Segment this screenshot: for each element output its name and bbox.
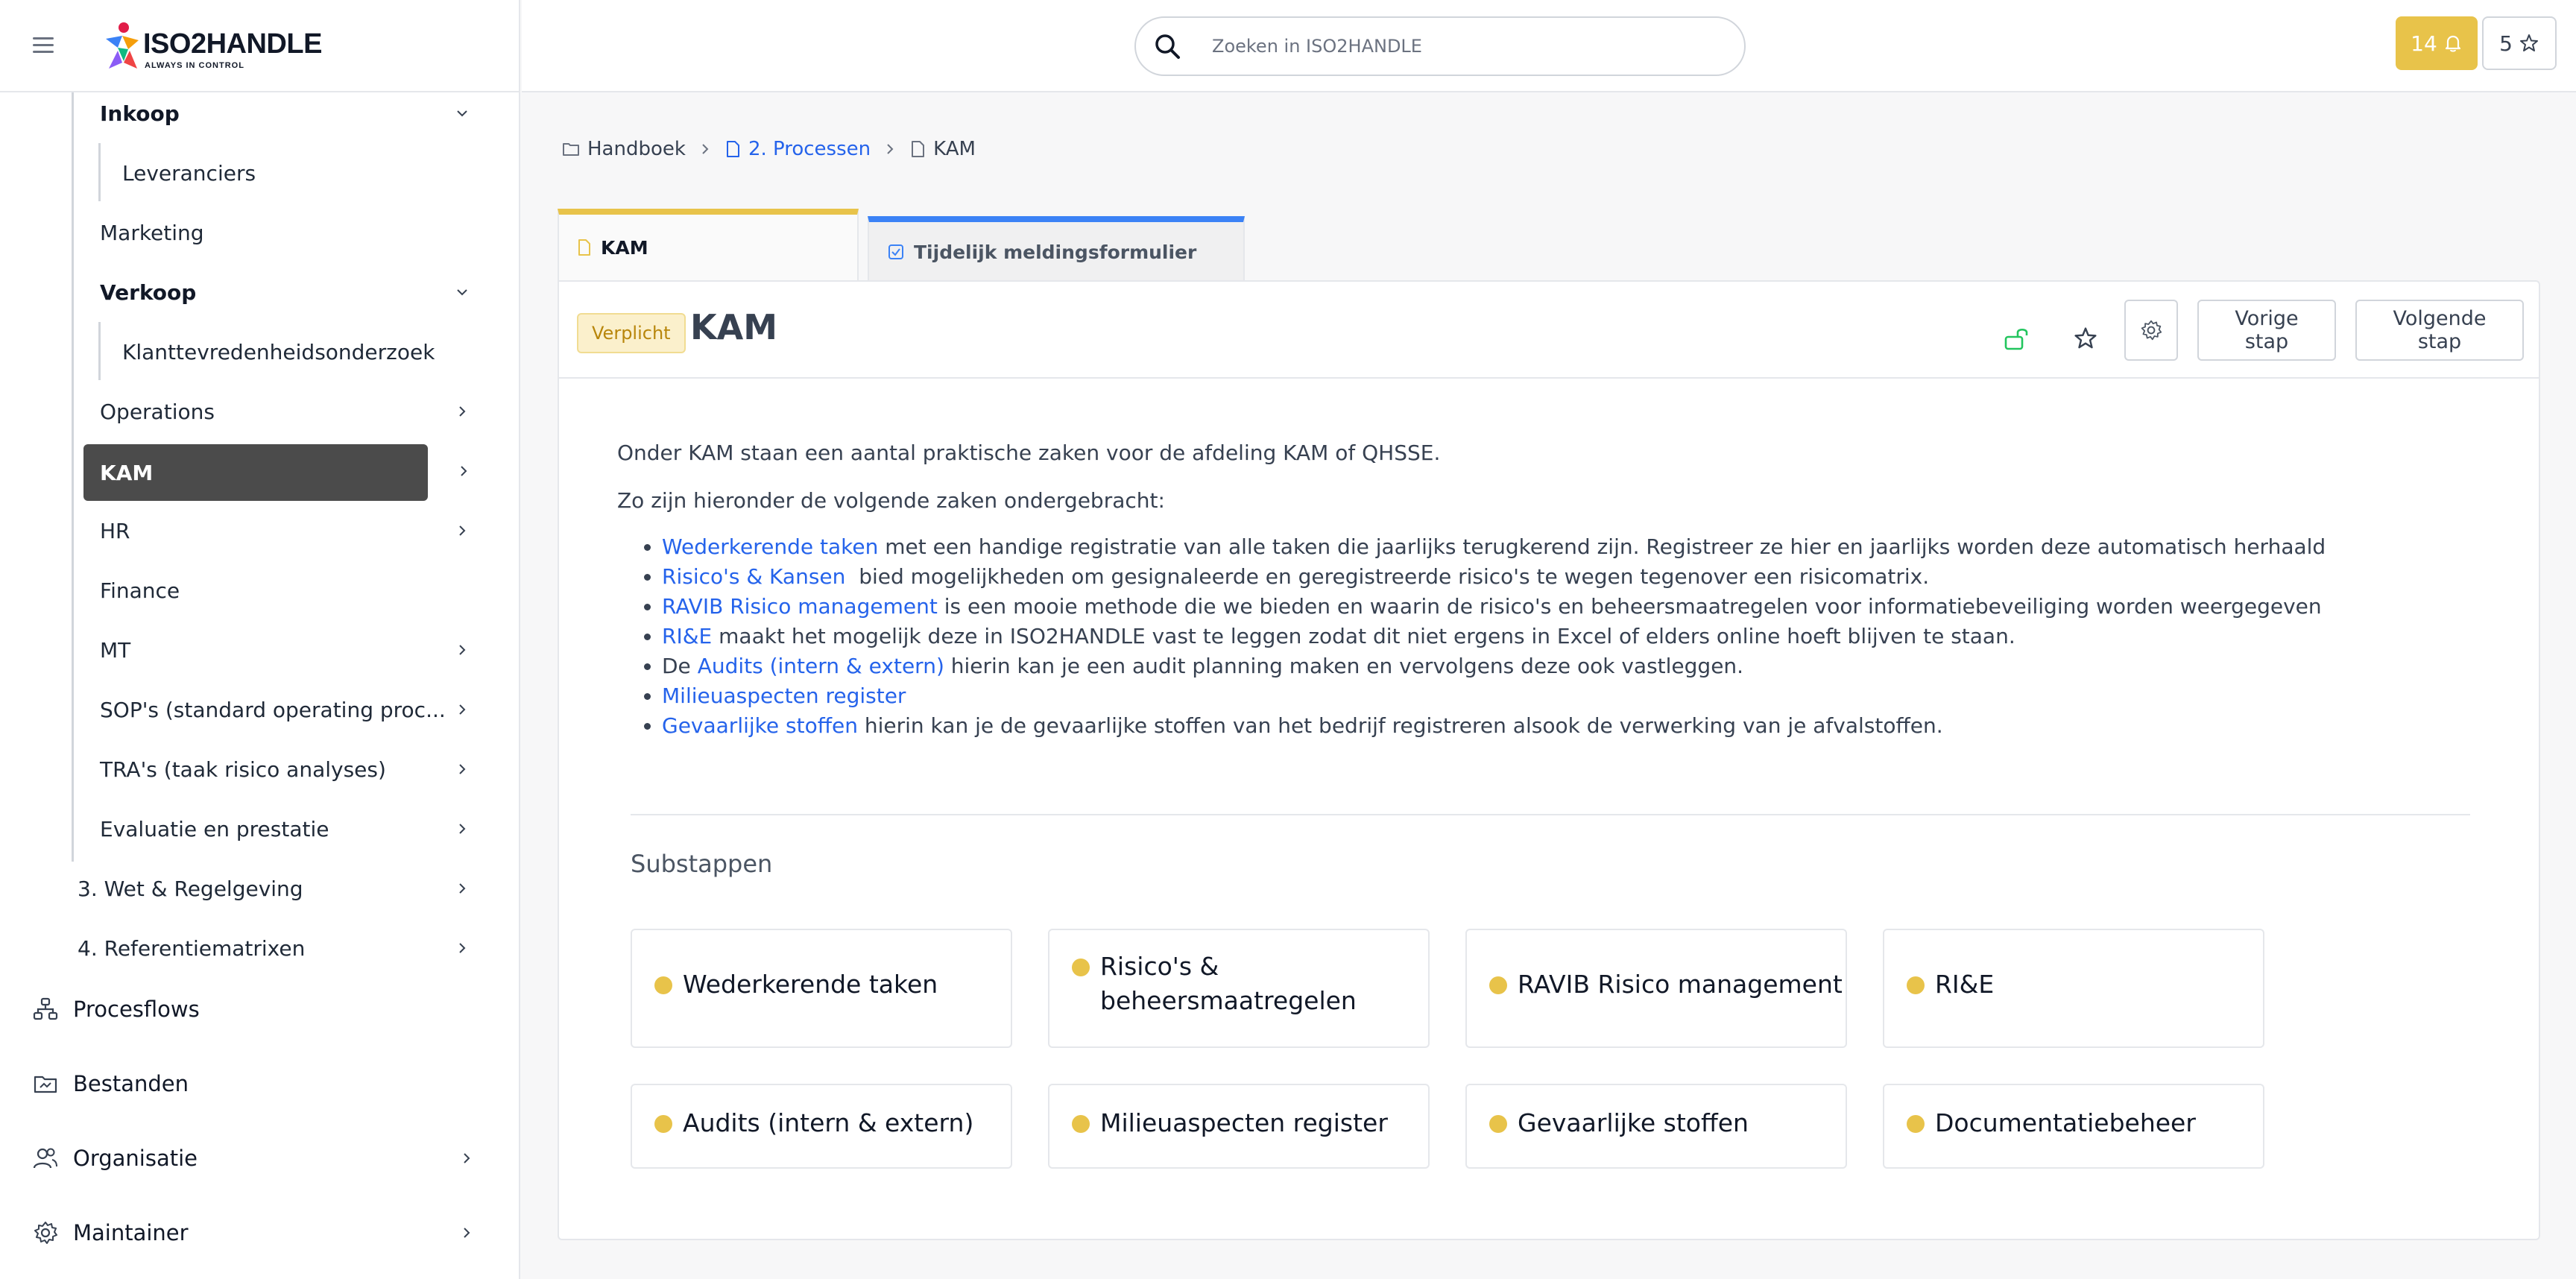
sidebar-item-mt[interactable]	[100, 620, 473, 680]
chevron-down-icon	[455, 106, 470, 121]
chevron-right-icon	[455, 762, 470, 777]
breadcrumb-label: 2. Processen	[748, 138, 871, 160]
substep-card-audits[interactable]	[631, 1084, 1012, 1169]
notifications-button[interactable]	[2396, 16, 2478, 70]
sidebar-item-sops[interactable]	[100, 680, 473, 739]
status-dot	[1072, 959, 1090, 976]
sidebar-item-label: MT	[100, 637, 131, 663]
tree-line	[98, 143, 101, 201]
status-dot	[1907, 1115, 1925, 1133]
link-rie[interactable]: RI&E	[662, 624, 713, 648]
sidebar-item-referentiematrixen[interactable]	[78, 918, 473, 978]
sidebar-item-label: KAM	[100, 460, 154, 485]
folder-icon	[562, 140, 580, 158]
gear-icon	[2140, 319, 2162, 341]
status-dot	[1489, 1115, 1507, 1133]
status-dot	[1907, 976, 1925, 994]
panel-header	[559, 282, 2539, 379]
tab-tijdelijk-meldingsformulier[interactable]	[868, 216, 1245, 282]
list-item	[662, 711, 2510, 741]
breadcrumb-label: Handboek	[587, 138, 686, 160]
chevron-right-icon	[455, 941, 470, 956]
nav-label: Organisatie	[73, 1146, 198, 1171]
sidebar	[0, 0, 520, 1279]
status-dot	[654, 1115, 672, 1133]
substeps-title: Substappen	[631, 850, 773, 878]
flow-icon	[33, 997, 58, 1022]
sidebar-item-label: Klanttevredenheidsonderzoek	[122, 339, 435, 364]
sidebar-item-label: Finance	[100, 578, 180, 603]
tab-kam[interactable]	[558, 209, 859, 280]
star-icon	[2073, 326, 2098, 351]
chevron-right-icon	[699, 143, 711, 155]
nav-label: Maintainer	[73, 1220, 189, 1245]
logo-tagline: ALWAYS IN CONTROL	[145, 61, 244, 70]
sidebar-item-label: HR	[100, 518, 130, 543]
bell-icon	[2443, 34, 2463, 53]
sidebar-header	[0, 0, 519, 92]
list-item	[662, 651, 2510, 681]
breadcrumb-processen[interactable]	[724, 138, 871, 160]
substep-label: Risico's &	[1100, 952, 1219, 981]
status-dot	[654, 976, 672, 994]
sidebar-item-label: SOP's (standard operating proc...	[100, 697, 446, 722]
status-dot	[1489, 976, 1507, 994]
chevron-down-icon	[455, 285, 470, 300]
divider	[631, 814, 2470, 815]
list-item	[662, 681, 2510, 711]
sidebar-item-verkoop[interactable]	[100, 262, 473, 322]
feature-list	[617, 532, 2510, 741]
sidebar-item-label: Operations	[100, 399, 215, 424]
checkbox-icon	[887, 243, 905, 261]
item-text: bied mogelijkheden om gesignaleerde en geregistreerde risico's te wegen tegenover een risicomatrix.	[845, 564, 1930, 589]
status-badge: Verplicht	[577, 313, 686, 353]
substep-label: Milieuaspecten register	[1100, 1108, 1388, 1137]
next-step-button[interactable]: Volgende stap	[2355, 300, 2524, 361]
sidebar-item-label: Verkoop	[100, 280, 197, 305]
substep-label-line2: beheersmaatregelen	[1100, 986, 1357, 1015]
tree-line	[72, 92, 74, 862]
nav-label: Bestanden	[73, 1071, 189, 1096]
item-text: maakt het mogelijk deze in ISO2HANDLE vast te leggen zodat dit niet ergens in Excel of elders online hoeft blijven te staan.	[712, 624, 2015, 648]
chevron-right-icon	[455, 821, 470, 836]
search-bar[interactable]	[1134, 16, 1746, 76]
sidebar-item-label: Marketing	[100, 220, 204, 245]
logo[interactable]	[98, 21, 322, 75]
item-text: met een handige registratie van alle taken die jaarlijks terugkerend zijn. Registreer ze hier en jaarlijks worden deze automatisch herhaald	[878, 534, 2326, 559]
gear-icon	[33, 1220, 58, 1245]
settings-button[interactable]	[2124, 300, 2178, 361]
favorites-count: 5	[2499, 31, 2513, 56]
substep-card-risicos-beheersmaatregelen[interactable]	[1048, 929, 1430, 1048]
chevron-right-icon	[455, 881, 470, 896]
link-gevaarlijke-stoffen[interactable]: Gevaarlijke stoffen	[662, 713, 858, 738]
unlock-button[interactable]	[1990, 310, 2044, 367]
sidebar-item-leveranciers[interactable]	[122, 143, 473, 203]
sidebar-item-operations[interactable]	[100, 382, 473, 441]
sidebar-item-hr[interactable]	[100, 501, 473, 560]
substep-label: Audits (intern & extern)	[683, 1108, 974, 1137]
document-icon	[724, 140, 741, 158]
breadcrumb	[562, 134, 976, 164]
link-milieuaspecten-register[interactable]: Milieuaspecten register	[662, 683, 906, 708]
sidebar-item-label: Leveranciers	[122, 160, 256, 186]
breadcrumb-label: KAM	[933, 138, 976, 160]
sidebar-item-klanttevredenheidsonderzoek[interactable]	[122, 322, 473, 382]
substep-card-ravib-risico-management[interactable]	[1465, 929, 1847, 1048]
nav-procesflows[interactable]	[33, 979, 480, 1039]
nav-organisatie[interactable]	[33, 1128, 480, 1188]
users-icon	[33, 1146, 58, 1171]
search-icon	[1152, 31, 1182, 61]
sidebar-item-marketing[interactable]	[100, 203, 473, 262]
folder-icon	[33, 1071, 58, 1096]
nav-maintainer[interactable]	[33, 1203, 480, 1263]
item-text: hierin kan je de gevaarlijke stoffen van het bedrijf registreren alsook de verwerking van je afvalstoffen.	[857, 713, 1943, 738]
status-dot	[1072, 1115, 1090, 1133]
notifications-count: 14	[2411, 31, 2437, 56]
chevron-right-icon	[459, 1151, 474, 1166]
tree-line	[98, 322, 101, 380]
document-icon	[909, 140, 926, 158]
sidebar-item-inkoop[interactable]	[100, 83, 473, 143]
sidebar-item-kam[interactable]	[83, 444, 428, 501]
item-text: hierin kan je een audit planning maken en vervolgens deze ook vastleggen.	[944, 654, 1744, 678]
link-wederkerende-taken[interactable]: Wederkerende taken	[662, 534, 879, 559]
sidebar-item-label: Evaluatie en prestatie	[100, 816, 329, 841]
chevron-right-icon	[455, 642, 470, 657]
chevron-right-icon[interactable]	[456, 464, 471, 479]
chevron-right-icon	[459, 1225, 474, 1240]
link-ravib-risico-management[interactable]: RAVIB Risico management	[662, 594, 938, 619]
sidebar-item-label: 4. Referentiematrixen	[78, 935, 306, 961]
tab-label: KAM	[601, 236, 648, 259]
search-input[interactable]	[1212, 36, 1689, 57]
substep-card-wederkerende-taken[interactable]	[631, 929, 1012, 1048]
breadcrumb-kam	[909, 138, 976, 160]
substep-label: Gevaarlijke stoffen	[1518, 1108, 1749, 1137]
substep-label: RAVIB Risico management	[1518, 970, 1843, 999]
sidebar-item-label: Inkoop	[100, 101, 180, 126]
menu-icon[interactable]	[33, 37, 54, 54]
sidebar-item-evaluatie[interactable]	[100, 799, 473, 859]
sidebar-item-wet-regelgeving[interactable]	[78, 859, 473, 918]
list-item	[662, 532, 2510, 562]
sidebar-item-label: TRA's (taak risico analyses)	[100, 757, 386, 782]
sidebar-item-finance[interactable]	[100, 560, 473, 620]
star-icon	[2519, 33, 2539, 54]
breadcrumb-handboek[interactable]	[562, 138, 686, 160]
tab-label: Tijdelijk meldingsformulier	[914, 241, 1197, 263]
link-audits[interactable]: Audits (intern & extern)	[697, 654, 944, 678]
content-panel	[558, 280, 2540, 1240]
substep-label: Documentatiebeheer	[1935, 1108, 2196, 1137]
logo-name: ISO2HANDLE	[143, 28, 322, 60]
page-content	[617, 438, 2510, 741]
item-prefix: De	[662, 654, 698, 678]
chevron-right-icon	[455, 702, 470, 717]
intro-text: Onder KAM staan een aantal praktische zaken voor de afdeling KAM of QHSSE.	[617, 440, 1441, 465]
nav-bestanden[interactable]	[33, 1054, 480, 1114]
substep-card-rie[interactable]	[1883, 929, 2264, 1048]
substep-label: RI&E	[1935, 970, 1995, 999]
chevron-right-icon	[455, 523, 470, 538]
substep-card-milieuaspecten-register[interactable]	[1048, 1084, 1430, 1169]
unlock-icon	[2003, 324, 2031, 353]
link-risicos-kansen[interactable]: Risico's & Kansen	[662, 564, 846, 589]
substep-card-documentatiebeheer[interactable]	[1883, 1084, 2264, 1169]
page-title: KAM	[690, 307, 778, 347]
sidebar-item-tras[interactable]	[100, 739, 473, 799]
nav-label: Procesflows	[73, 997, 200, 1022]
list-item	[662, 592, 2510, 622]
sidebar-item-label: 3. Wet & Regelgeving	[78, 876, 303, 901]
item-text: is een mooie methode die we bieden en waarin de risico's en beheersmaatregelen voor informatiebeveiliging worden weergegeven	[937, 594, 2322, 619]
list-item	[662, 562, 2510, 592]
chevron-right-icon	[884, 143, 896, 155]
logo-icon	[101, 21, 143, 72]
substep-card-gevaarlijke-stoffen[interactable]	[1465, 1084, 1847, 1169]
favorites-button[interactable]	[2482, 16, 2557, 70]
list-item	[662, 622, 2510, 651]
favorite-button[interactable]	[2059, 310, 2112, 367]
document-icon	[577, 239, 592, 256]
chevron-right-icon	[455, 404, 470, 419]
previous-step-button[interactable]: Vorige stap	[2197, 300, 2336, 361]
topbar	[522, 0, 2576, 92]
substep-label: Wederkerende taken	[683, 970, 938, 999]
intro-text-2: Zo zijn hieronder de volgende zaken ondergebracht:	[617, 488, 1165, 513]
